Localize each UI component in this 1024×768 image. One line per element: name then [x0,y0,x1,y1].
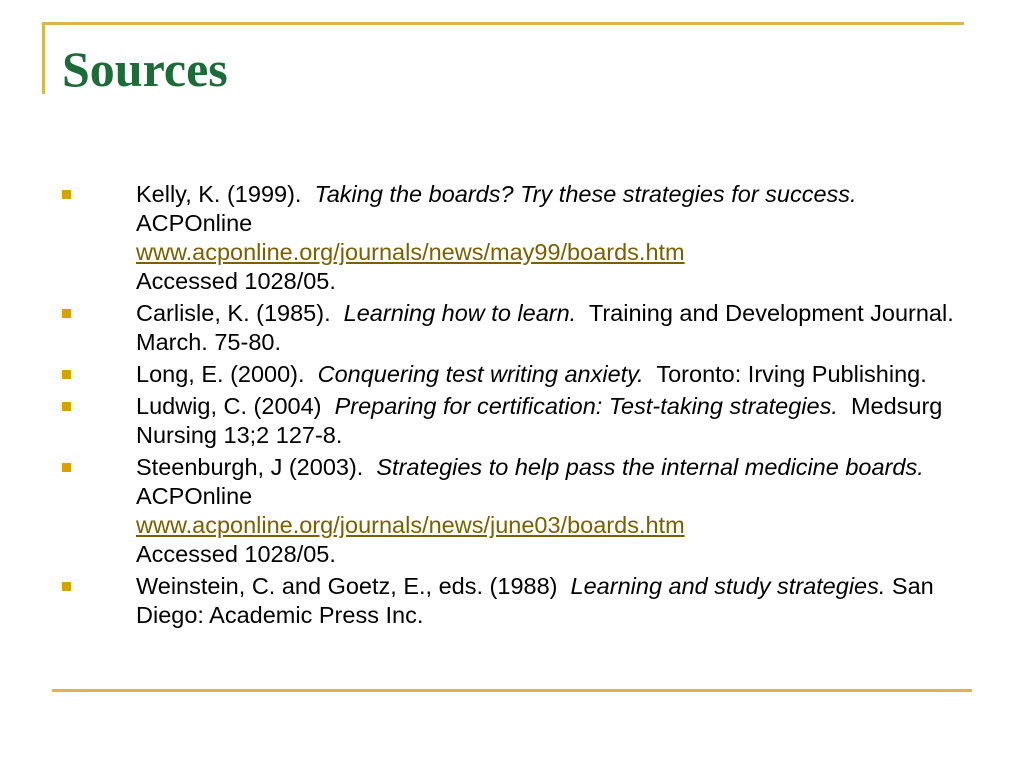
reference-accessed: Accessed 1028/05. [136,541,336,567]
reference-details: San Diego: Academic Press Inc. [136,573,934,628]
reference-item [62,392,967,450]
reference-item [62,453,967,569]
reference-accessed: Accessed 1028/05. [136,268,336,294]
reference-title: Conquering test writing anxiety. [317,361,644,387]
reference-authors: Steenburgh, J (2003). [136,454,364,480]
reference-item [62,299,967,357]
reference-list [62,180,967,633]
slide-title: Sources [62,41,228,97]
reference-authors: Ludwig, C. (2004) [136,393,322,419]
square-bullet-icon [62,582,71,591]
reference-title: Taking the boards? Try these strategies for success. [314,181,857,207]
square-bullet-icon [62,402,71,411]
square-bullet-icon [62,370,71,379]
reference-authors: Weinstein, C. and Goetz, E., eds. (1988) [136,573,558,599]
reference-details: Toronto: Irving Publishing. [656,361,927,387]
reference-authors: Kelly, K. (1999). [136,181,302,207]
bottom-rule [52,689,972,692]
square-bullet-icon [62,463,71,472]
reference-link[interactable]: www.acponline.org/journals/news/may99/boards.htm [136,239,685,265]
left-rule [42,22,45,94]
reference-details: ACPOnline [136,483,253,509]
reference-item [62,572,967,630]
reference-details: Training and Development Journal. March. 75-80. [136,300,954,355]
top-rule [42,22,964,25]
reference-link[interactable]: www.acponline.org/journals/news/june03/boards.htm [136,512,685,538]
square-bullet-icon [62,190,71,199]
reference-item [62,360,967,389]
reference-title: Learning and study strategies. [570,573,886,599]
reference-title: Learning how to learn. [343,300,577,326]
square-bullet-icon [62,309,71,318]
reference-title: Preparing for certification: Test-taking strategies. [334,393,838,419]
reference-details: ACPOnline [136,210,253,236]
reference-details: Medsurg Nursing 13;2 127-8. [136,393,943,448]
reference-title: Strategies to help pass the internal medicine boards. [376,454,924,480]
reference-item [62,180,967,296]
reference-authors: Carlisle, K. (1985). [136,300,331,326]
reference-authors: Long, E. (2000). [136,361,305,387]
